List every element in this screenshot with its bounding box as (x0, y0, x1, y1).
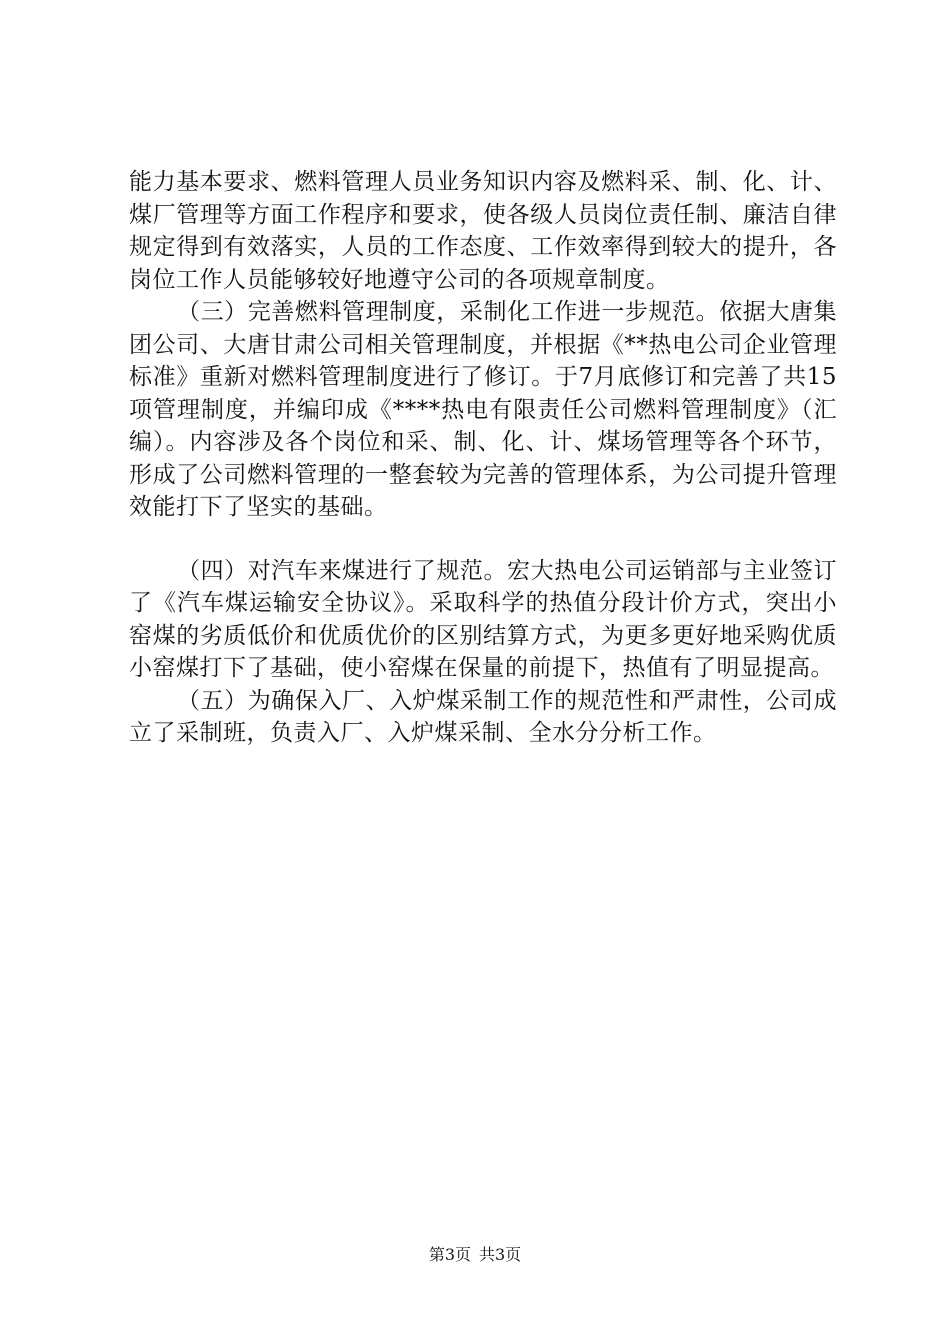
paragraph-section-four: （四）对汽车来煤进行了规范。宏大热电公司运销部与主业签订了《汽车煤运输安全协议》。采取科学的热值分段计价方式，突出小窑煤的劣质低价和优质优价的区别结算方式，为更多更好地采购优质小窑煤打下了基础，使小窑煤在保量的前提下，热值有了明显提高。 (129, 557, 837, 681)
document-body (129, 166, 837, 750)
page-total: 共3页 (479, 1245, 522, 1264)
page-footer (0, 1245, 950, 1265)
page-number: 第3页 (428, 1245, 471, 1264)
paragraph-section-three: （三）完善燃料管理制度，采制化工作进一步规范。依据大唐集团公司、大唐甘肃公司相关管理制度，并根据《**热电公司企业管理标准》重新对燃料管理制度进行了修订。于7月底修订和完善了共15项管理制度，并编印成《****热电有限责任公司燃料管理制度》（汇编）。内容涉及各个岗位和采、制、化、计、煤场管理等各个环节，形成了公司燃料管理的一整套较为完善的管理体系，为公司提升管理效能打下了坚实的基础。 (129, 299, 837, 520)
paragraph-continuation: 能力基本要求、燃料管理人员业务知识内容及燃料采、制、化、计、煤厂管理等方面工作程序和要求，使各级人员岗位责任制、廉洁自律规定得到有效落实，人员的工作态度、工作效率得到较大的提升，各岗位工作人员能够较好地遵守公司的各项规章制度。 (129, 169, 837, 293)
paragraph-section-five: （五）为确保入厂、入炉煤采制工作的规范性和严肃性，公司成立了采制班，负责入厂、入炉煤采制、全水分分析工作。 (129, 687, 837, 746)
